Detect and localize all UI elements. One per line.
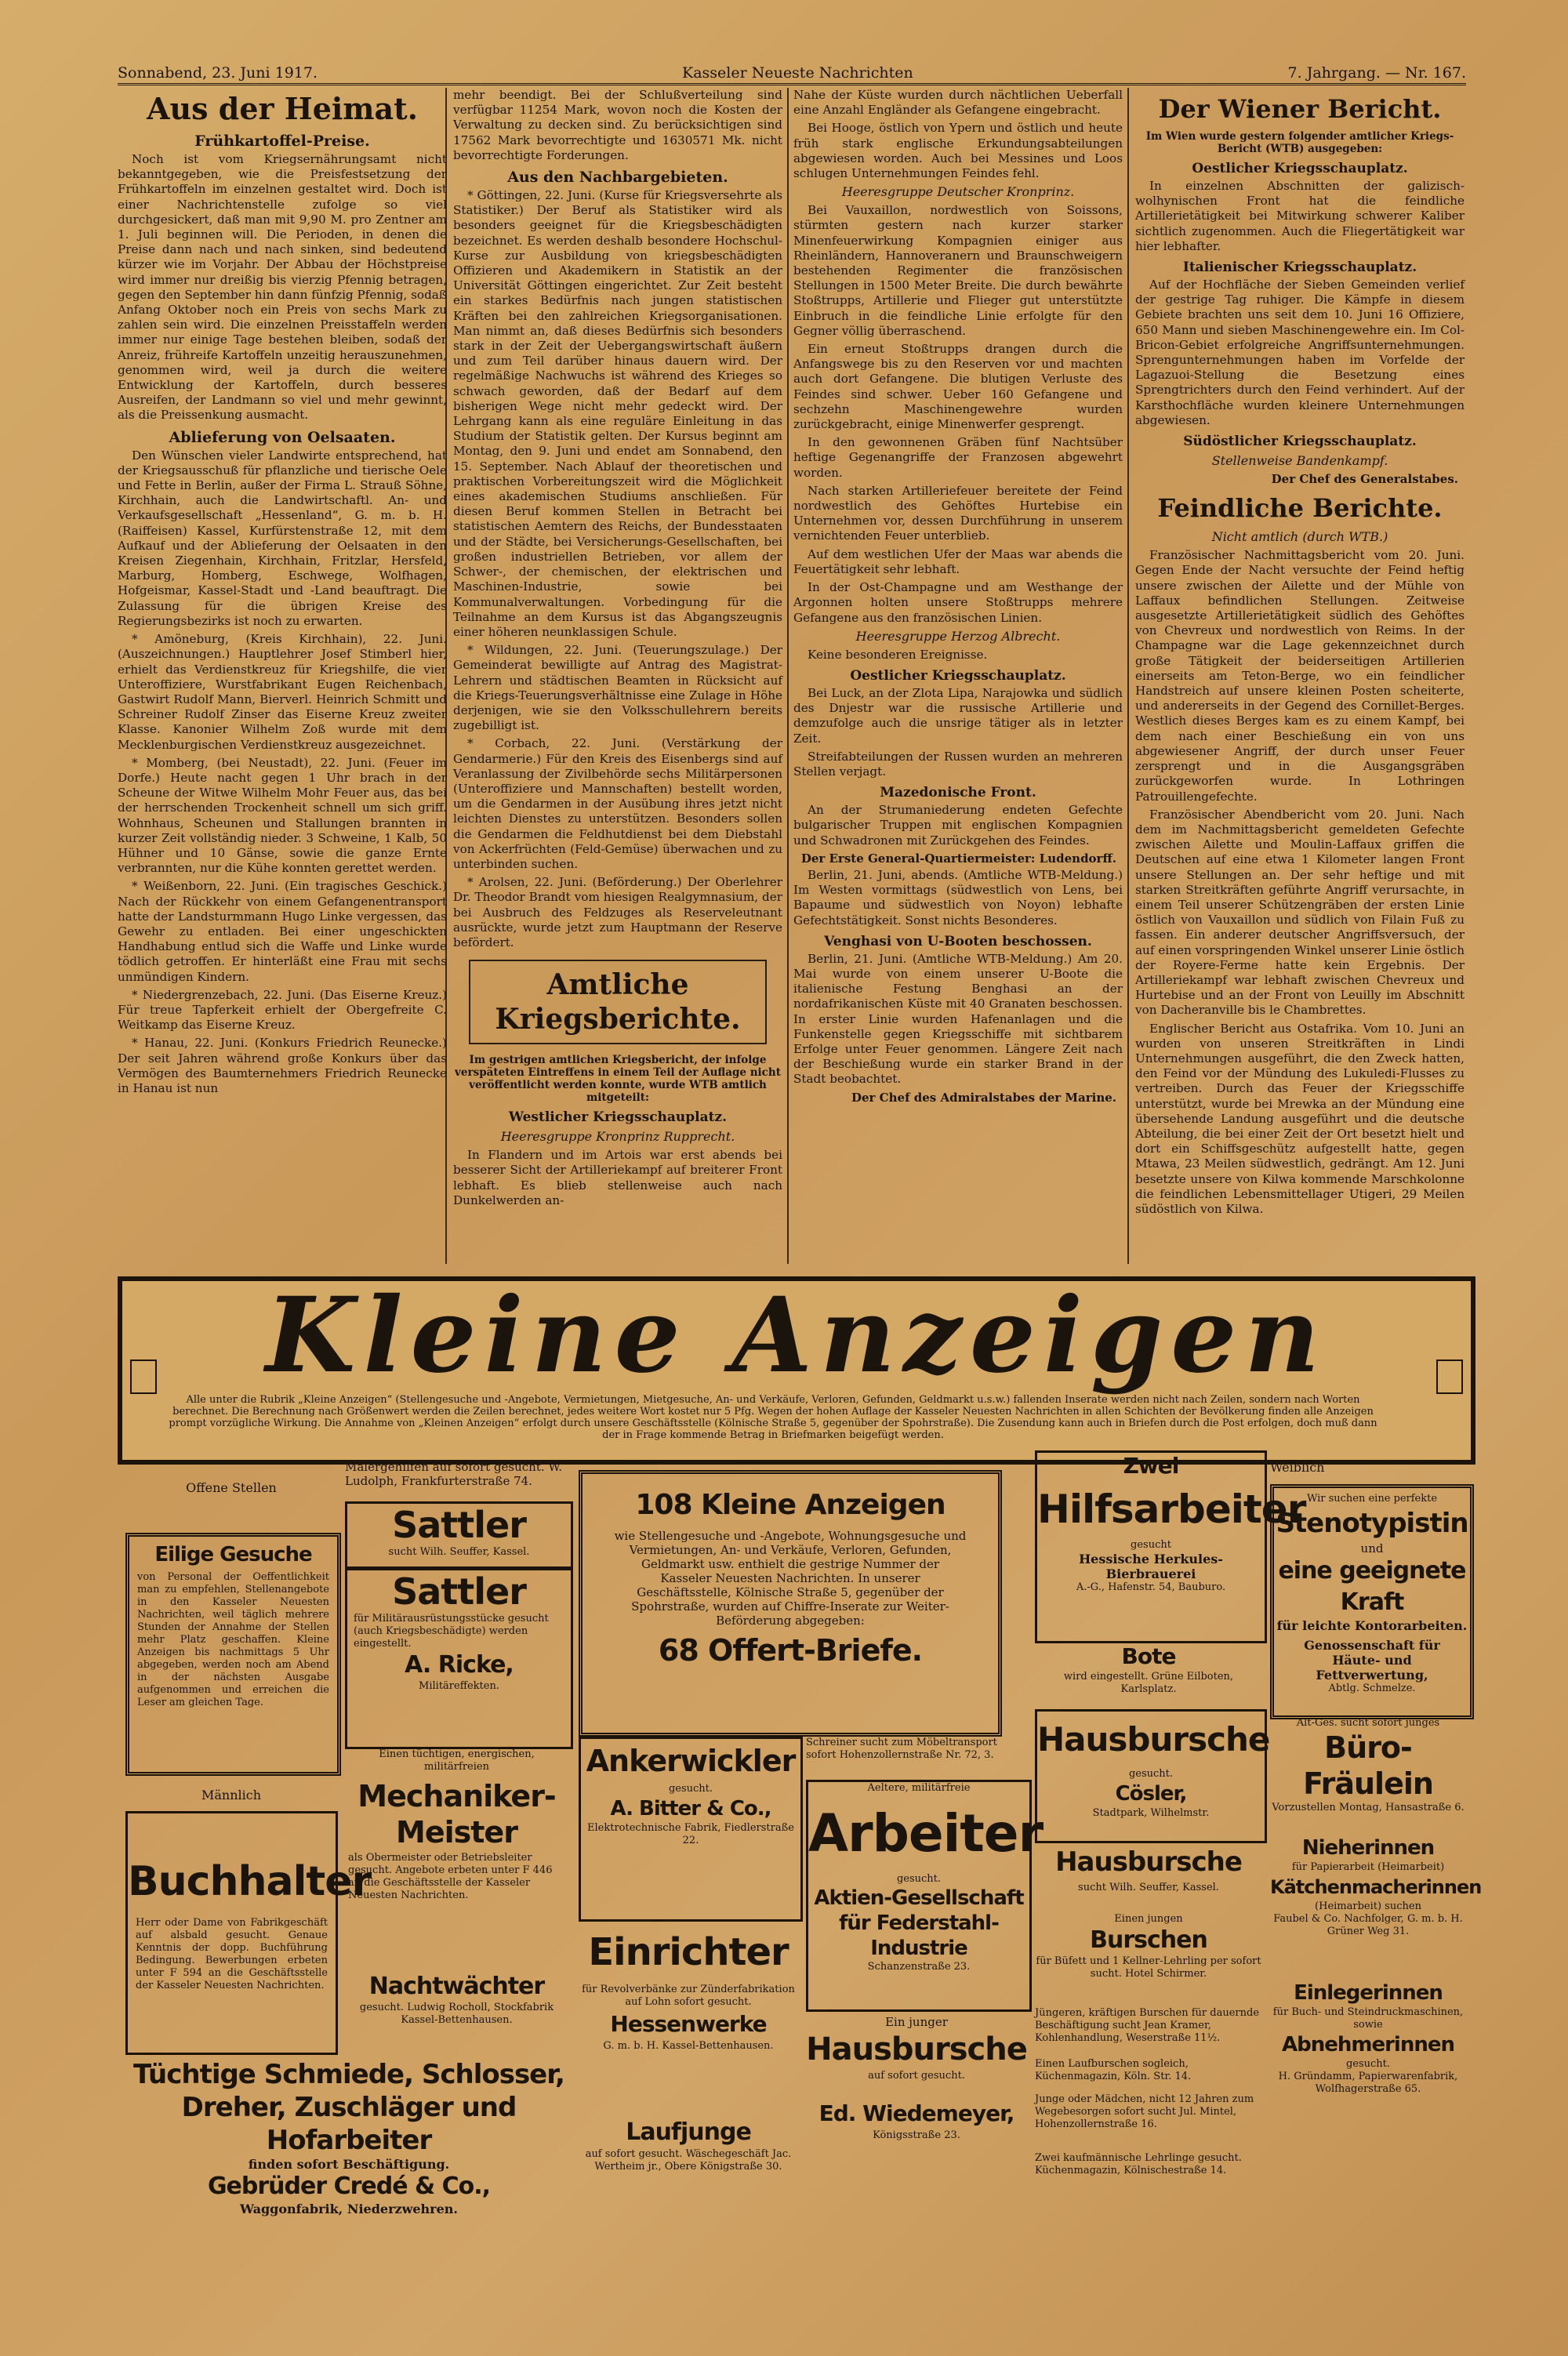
ad-hausbursche [806,2015,1027,2211]
ad-mechaniker [345,1778,568,1904]
section-kicker: Im Wien wurde gestern folgender amtlicher Kriegs-Bericht (WTB) ausgegeben: [1145,130,1454,155]
banner-text: Alle unter die Rubrik „Kleine Anzeigen“ (Stellengesuche und -Angebote, Vermietungen, Mietgesuche, An- und Verkäufe, Verloren, Gefunden, Geldmarkt u.s.w.) fallenden Inserate werden nicht nach Zeilen, sondern nach Worten berechnet. Die Berechnung nach Größenwert werden die Zeilen berechnet, jedes weitere Wort kostet nur 5 Pfg. Wegen der hohen Auflage der Kasseler Neuesten Nachrichten in allen Schichten der Bevölkerung finden alle Anzeigen prompt vorzügliche Wirkung. Die Annahme von „Kleinen Anzeigen“ erfolgt durch unsere Geschäftsstelle (Kölnische Straße 5, gegenüber der Spohrstraße). Die Zusendung kann auch in Briefen durch die Post erfolgen, doch muß dann der in Frage kommende Betrag in Briefmarken beigefügt werden. [169,1394,1377,1441]
ad-headline: Kätchenmacherinnen [1270,1876,1482,1898]
article-body: In der Ost-Champagne und am Westhange der Argonnen holten unsere Stoßtrupps mehrere Gefangene aus den französischen Linien. [793,580,1123,625]
article-body: Englischer Bericht aus Ostafrika. Vom 10. Juni an wurden von unseren Streitkräften in Lindi Unternehmungen ausgeführt, die den Zweck hatten, den Feind vor der Mündung des Lukuledi-Flusses zu vertreiben. Durch das Feuer der Kriegsschiffe unterstützt, wurde bei Mrewka an der Mündung eine übersehende Landung ausgeführt und die deutsche Abteilung, die bei einer Zeit der Ort besetzt hielt und dort ein Schiffsgeschütz aufgestellt hatte, gegen Mtawa, 23 Meilen südwestlich, gedrängt. Am 12. Juni besetzte unsere von Kilwa kommende Marschkolonne die feindlichen Lebensmittellager Utigeri, 29 Meilen südöstlich von Kilwa. [1135,1021,1465,1216]
ad-headline: Hausbursche [1037,1720,1270,1759]
ad-text: auf sofort gesucht. Wäschegeschäft Jac. Wertheim jr., Obere Königstraße 30. [585,2148,792,2173]
ad-nieherinnen [1270,1835,1482,1976]
ad-nachtwaechter [345,1972,568,2058]
signature: Der Chef des Generalstabes. [1271,472,1458,487]
ad-text: (Heimarbeit) suchen [1315,1900,1421,1912]
ad-headline: Nachtwächter [368,1973,545,2000]
ad-text: wie Stellengesuche und -Angebote, Wohnungsgesuche und Vermietungen, An- und Verkäufe, Verloren, Gefunden, Geldmarkt usw. enthielt die gestrige Nummer der Kasseler Neuesten Nachrichten. In unserer Geschäftsstelle, Kölnische Straße 5, gegenüber der Spohrstraße, wurden auf Chiffre-Inserate zur Weiter-Beförderung abgegeben: [614,1529,967,1628]
article-body: Berlin, 21. Juni, abends. (Amtliche WTB-Meldung.) Im Westen vormittags (südwestlich von Lens, bei Bapaume und südwestlich von Noyon) lebhafte Gefechtstätigkeit. Sonst nichts Besonderes. [793,867,1123,928]
ad-text: für Büfett und 1 Kellner-Lehrling per sofort sucht. Hotel Schirmer. [1036,1955,1261,1980]
ad-credé [125,2058,572,2215]
ad-company-sub: Waggonfabrik, Niederzwehren. [240,2202,458,2216]
article-body: * Göttingen, 22. Juni. (Kurse für Kriegsversehrte als Statistiker.) Der Beruf als Statistiker wird als besonders geeignet für die Kriegsbeschädigten bezeichnet. Es werden deshalb besondere Hochschul-Kurse zur Ausbildung von kriegsbeschädigten Offizieren und Akademikern in Statistik an der Universität Göttingen eingerichtet. Zur Zeit besteht ein starkes Bedürfnis nach jungen statistischen Kräften bei den zahlreichen Kriegsorganisationen. Man nimmt an, daß dieses Bedürfnis sich besonders stark in der Zeit der Uebergangswirtschaft äußern und zum Teil darüber hinaus dauern wird. Der regelmäßige Nachwuchs ist während des Krieges so schwach geworden, daß der Bedarf auf dem bisherigen Wege nicht mehr gedeckt wird. Der Lehrgang kann als eine reguläre Einleitung in das Studium der Statistik gelten. Der Kursus beginnt am Montag, den 9. Juni und endet am Sonnabend, den 15. September. Nach Ablauf der theoretischen und praktischen Vorbereitungszeit wird die Möglichkeit eines akademischen Studiums anschließen. Für diesen Beruf kommen Stellen in Betracht bei statistischen Aemtern des Reichs, der Bundesstaaten und der Städte, bei Versicherungs-Gesellschaften, bei großen industriellen Betrieben, vor allem der Schwer-, der chemischen, der elektrischen und Maschinen-Industrie, sowie bei Kommunalverwaltungen. Vorbedingung für die Teilnahme an dem Kursus ist das Abgangszeugnis einer höheren neunklassigen Schule. [453,188,782,639]
article-body: Keine besonderen Ereignisse. [808,647,988,662]
subsection-subtitle: Heeresgruppe Kronprinz Rupprecht. [500,1129,735,1145]
subsection-title: Italienischer Kriegsschauplatz. [1182,260,1417,276]
ad-company: Aktien-Gesellschaft für Federstahl-Industrie [814,1886,1024,1960]
ad-hausbursche-coesler [1035,1709,1270,1843]
subsection-title: Oestlicher Kriegsschauplatz. [1192,161,1408,176]
ad-text: für Buch- und Steindruckmaschinen, sowie [1272,2006,1464,2031]
ad-headline: Abnehmerinnen [1281,2033,1454,2057]
ad-headline: Hilfsarbeiter [1037,1487,1306,1532]
page-header [118,64,1466,85]
signature: Der Erste General-Quartiermeister: Ludendorff. [800,851,1116,866]
ad-text: Herr oder Dame von Fabrikgeschäft auf alsbald gesucht. Genaue Kenntnis der dopp. Buchführung Bedingung. Bewerbungen erbeten unter F 594 an die Geschäftsstelle der Kasseler Neuesten Nachrichten. [136,1917,328,1991]
header-paper-name: Kasseler Neueste Nachrichten [682,64,913,82]
ad-company-sub: A.-G., Hafenstr. 54, Bauburo. [1076,1581,1226,1593]
ad-highlight: 68 Offert-Briefe. [658,1633,923,1668]
article-body: Nach starken Artilleriefeuer bereitete der Feind nordwestlich des Gehöftes Hurtebise ein Unternehmen vor, dessen Durchführung in unserem vernichtenden Feuer unterblieb. [793,483,1123,543]
ad-eilige-gesuche [125,1533,341,1776]
banner-title: Kleine Anzeigen [265,1275,1328,1396]
ad-laufjunge [579,2117,798,2211]
ad-company: Hessenwerke [610,2011,767,2037]
ad-buero-fraeulein [1270,1717,1466,1827]
news-item: * Momberg, (bei Neustadt), 22. Juni. (Feuer im Dorfe.) Heute nacht gegen 1 Uhr brach in der Scheune der Witwe Wilhelm Mohr Feuer aus, das bei der herrschenden Trockenheit schnell um sich griff. Wohnhaus, Scheunen und Stallungen brannten in kurzer Zeit vollständig nieder. 3 Schweine, 1 Kalb, 50 Hühner und 10 Gänse, sowie die ganze Ernte verbrannten, nur die Kühe konnten gerettet werden. [118,755,447,876]
ad-company: Faubel & Co. Nachfolger, G. m. b. H. Grüner Weg 31. [1273,1913,1463,1937]
ad-company-sub: Militäreffekten. [419,1680,499,1692]
ad-company: Cösler, [1115,1782,1187,1806]
ad-text: sucht Wilh. Seuffer, Kassel. [388,1546,530,1558]
ad-text: gesucht [1131,1539,1171,1551]
ad-text: Zwei [1123,1453,1179,1479]
ad-headline: Burschen [1090,1926,1207,1954]
article-body: Bei Luck, an der Zlota Lipa, Narajowka und südlich des Dnjestr war die russische Artillerie und demzufolge auch die unsrige tätiger als in letzter Zeit. [793,685,1123,746]
ad-headline: Stenotypistin [1276,1508,1468,1539]
ad-ankerwickler [579,1737,803,1922]
article-body: In einzelnen Abschnitten der galizisch-wolhynischen Front hat die feindliche Artillerietätigkeit bei Mitwirkung schwerer Kaliber sichtlich zugenommen. Auch die Fliegertätigkeit war hier lebhafter. [1135,179,1465,253]
ad-company: Ed. Wiedemeyer, [818,2100,1014,2126]
article-body: Französischer Abendbericht vom 20. Juni. Nach dem im Nachmittagsbericht gemeldeten Gefechte zwischen Ailette und Moulin-Laffaux griffen die Deutschen auf eine etwa 1 Kilometer langen Front unsere Stellungen an. Der sehr heftige und mit starken Streitkräften geführte Angriff verursachte, in einem Teil unserer Schützengräben der ersten Linie östlich von Vauxaillon und südlich von Filain Fuß zu fassen. Ein anderer deutscher Angriffsversuch, der auf einen vorspringenden Winkel unserer Linie östlich der Royere-Ferme hatte kein Ergebnis. Der Artilleriekampf war lebhaft zwischen Chevreux und Hurtebise und an der Front von Leuilly im Abschnitt von Dacheranville bis le Chambrettes. [1135,807,1465,1018]
article-continuation: mehr beendigt. Bei der Schlußverteilung sind verfügbar 11254 Mark, wovon noch die Kosten der Verwaltung zu decken sind. Zu berücksichtigen sind 17562 Mark bevorrechtigte und 1630571 Mk. nicht bevorrechtigte Forderungen. [453,88,782,162]
news-item: * Niedergrenzebach, 22. Juni. (Das Eiserne Kreuz.) Für treue Tapferkeit erhielt der Obergefreite C. Weitkamp das Eiserne Kreuz. [118,987,447,1033]
ad-text: Alt-Ges. sucht sofort junges [1296,1717,1440,1729]
classifieds-banner [118,1276,1475,1465]
subsection-title: Mazedonische Front. [880,785,1036,801]
article-body: Ein erneut Stoßtrupps drangen durch die Anfangswege bis zu den Reserven vor und machten auch dort Gefangene. Die blutigen Verluste des Feindes sind schwer. Ueber 160 Gefangene und sechzehn Maschinengewehre wurden zurückgebracht, einige Minenwerfer gesprengt. [793,342,1123,432]
subsection-title: Heeresgruppe Deutscher Kronprinz. [841,184,1075,200]
column-nachbargebiete [453,88,782,1264]
ad-sattler-2 [345,1568,573,1749]
ad-text: für Papierarbeit (Heimarbeit) [1291,1861,1445,1873]
ad-headline: Eilige Gesuche [154,1543,312,1566]
ad-text: gesucht. [1345,2058,1391,2070]
ad-text: finden sofort Beschäftigung. [248,2157,450,2172]
ad-text: gesucht. [896,1873,942,1885]
column-rule [1127,88,1129,1264]
ad-company: Genossenschaft für Häute- und Fettverwertung, [1304,1638,1440,1683]
ad-headline: Nieherinnen [1301,1836,1435,1860]
article-body: Auf der Hochfläche der Sieben Gemeinden verlief der gestrige Tag ruhiger. Die Kämpfe in diesem Gebiete brachten uns seit dem 10. Juni 16 Offiziere, 650 Mann und sieben Maschinengewehre ein. Im Col-Bricon-Gebiet erfolgreiche Angriffsunternehmungen. Sprengunternehmungen haben im Vorfelde der Lagazuoi-Stellung die Besetzung eines Sprengtrichters durch den Feind verhindert. Auf der Karsthochfläche wurden kleinere Unternehmungen abgewiesen. [1135,278,1465,427]
signature: Der Chef des Admiralstabes der Marine. [851,1090,1116,1105]
ad-text: auf sofort gesucht. [868,2070,965,2082]
ad-arbeiter [806,1780,1044,2012]
ad-lehrlinge: Zwei kaufmännische Lehrlinge gesucht. Küchenmagazin, Kölnischestraße 14. [1035,2152,1242,2176]
ad-maler: Malergehilfen auf sofort gesucht. W. Ludolph, Frankfurterstraße 74. [345,1460,562,1488]
news-item: * Weißenborn, 22. Juni. (Ein tragisches Geschick.) Nach der Rückkehr von einem Gefangenentransport hatte der Landsturmmann Hugo Linke vergessen, das Gewehr zu entladen. Bei einer ungeschickten Handhabung entlud sich die Waffe und Linke wurde tödlich getroffen. Er hinterläßt eine Frau mit sechs unmündigen Kindern. [118,879,447,984]
ad-headline: Einlegerinnen [1294,1981,1443,2005]
ad-text: und [1360,1541,1384,1556]
ad-text: Einen jungen [1114,1913,1183,1925]
ad-headline: Hausbursche [1055,1846,1242,1878]
article-body: Stellenweise Bandenkampf. [1211,453,1388,469]
ad-company-sub: G. m. b. H. Kassel-Bettenhausen. [603,2040,774,2052]
ad-text: sucht Wilh. Seuffer, Kassel. [1078,1882,1219,1893]
article-body: Noch ist vom Kriegsernährungsamt nicht bekanntgegeben, wie die Preisfestsetzung der Frühkartoffeln im einzelnen gestaltet wird. Doch ist einer Nachrichtenstelle zufolge so viel durchgesickert, daß man mit 9,90 M. pro Zentner am 1. Juli beginnen will. Die Perioden, in denen die Preise dann nach und nach sinken, sind bedeutend kürzer wie im Vorjahr. Der Abbau der Höchstpreise wird immer nur dreißig bis vierzig Pfennig betragen, gegen den September hin dann fünfzig Pfennig, sodaß Anfang Oktober noch ein Preis von sechs Mark zu zahlen sein wird. Die einzelnen Preisstaffeln werden immer nur einige Tage bestehen bleiben, sodaß der Anreiz, frühreife Kartoffeln unzeitig herauszunehmen, genommen wird, weil ja durch die weitere Entwicklung der Kartoffeln, durch besseres Ausreifen, der Landmann so viel und mehr gewinnt, als die Preissenkung ausmacht. [118,152,447,423]
ad-text: von Personal der Oeffentlichkeit man zu empfehlen, Stellenangebote in den Kasseler Neuesten Nachrichten, weil täglich mehrere Stunden der Annahme der Stellen mehr Platz geschaffen. Kleine Anzeigen bis nachmittags 5 Uhr abgegeben, werden noch am Abend in der nächsten Ausgabe aufgenommen und erreichen die Leser am gleichen Tage. [137,1571,329,1708]
article-body: In Flandern und im Artois war erst abends bei besserer Sicht der Artilleriekampf auf breiterer Front lebhaft. Es blieb stellenweise auch nach Dunkelwerden an- [453,1148,782,1207]
ad-headline: 108 Kleine Anzeigen [635,1489,946,1521]
news-item: * Corbach, 22. Juni. (Verstärkung der Gendarmerie.) Für den Kreis des Eisenbergs sind auf Veranlassung der Zivilbehörde sechs Militärpersonen (Unteroffiziere und Mannschaften) bestellt worden, um die Gendarmen in der Ausübung ihres jetzt nicht leichten Dienstes zu unterstützen. Besonders sollen die Gendarmen die Feldhutdienst bei dem Diebstahl von Ackerfrüchten (Feld-Gemüse) überwachen und zu unterbinden suchen. [453,736,782,871]
ad-headline: Laufjunge [626,2118,751,2146]
ad-company-sub: Abtlg. Schmelze. [1328,1683,1416,1694]
ad-company-sub: Elektrotechnische Fabrik, Fiedlerstraße 22. [587,1822,794,1846]
ad-laufbursche: Einen Laufburschen sogleich, Küchenmagazin, Köln. Str. 14. [1035,2058,1192,2082]
article-body: Bei Hooge, östlich von Ypern und östlich und heute früh stark englische Erkundungsabteilungen abgewiesen worden. Auch bei Messines und Loos schlugen Unternehmungen Feindes fehl. [793,121,1123,181]
ad-company: A. Ricke, [405,1651,514,1679]
ad-text: wird eingestellt. Grüne Eilboten, Karlsplatz. [1063,1671,1234,1695]
ad-headline: Einrichter [588,1930,789,1974]
ad-stenotypistin [1270,1484,1474,1719]
ad-company-sub: Königsstraße 23. [873,2129,960,2141]
ad-headline: Ankerwickler [586,1744,796,1778]
section-kicker: Im gestrigen amtlichen Kriegsbericht, der infolge verspäteten Eintreffens in einem Teil der Auflage nicht veröffentlicht werden konnte, wurde WTB amtlich mitgeteilt: [455,1054,781,1105]
ad-company: Hessische Herkules-Bierbrauerei [1079,1552,1223,1581]
article-body: Den Wünschen vieler Landwirte entsprechend, hat der Kriegsausschuß für pflanzliche und tierische Oele und Fette in Berlin, außer der Firma L. Strauß Söhne, Kirchhain, auch die Landwirtschaftl. An- und Verkaufsgesellschaft „Hessenland“, G. m. b. H. (Raiffeisen) Kassel, Kurfürstenstraße 12, mit dem Aufkauf und der Ablieferung der Oelsaaten in den Kreisen Ziegenhain, Kirchhain, Fritzlar, Hersfeld, Marburg, Homberg, Eschwege, Wolfhagen, Hofgeismar, Kassel-Stadt und -Land beauftragt. Die Zulassung für die übrigen Kreise des Regierungsbezirks ist noch zu erwarten. [118,448,447,628]
ad-text: für Militärausrüstungsstücke gesucht (auch Kriegsbeschädigte) werden eingestellt. [354,1613,549,1650]
article-body: Berlin, 21. Juni. (Amtliche WTB-Meldung.) Am 20. Mai wurde von einem unserer U-Boote die italienische Festung Benghasi an der nordafrikanischen Küste mit 40 Granaten beschossen. In erster Linie wurden Hafenanlagen und die Funkenstelle gegen Kriegsschiffe mit sichtbarem Erfolge unter Feuer genommen. Längere Zeit nach der Beschießung wurde ein starker Brand in der Stadt beobachtet. [793,951,1123,1087]
column-kriegsberichte [793,88,1123,1264]
ad-text: für leichte Kontorarbeiten. [1276,1618,1468,1633]
subsection-title: Oestlicher Kriegsschauplatz. [850,667,1066,684]
ad-burschen [1035,1913,1262,2003]
ad-headline: eine geeignete Kraft [1278,1557,1466,1616]
ad-text: Einen tüchtigen, energischen, militärfreien [379,1748,535,1773]
column-rule [787,88,789,1264]
ad-text: Vorzustellen Montag, Hansastraße 6. [1272,1802,1465,1813]
ad-headline: Buchhalter [128,1858,372,1905]
ad-buchhalter [125,1811,372,2055]
header-issue: 7. Jahrgang. — Nr. 167. [1287,64,1466,82]
ad-junge: Junge oder Mädchen, nicht 12 Jahren zum Wegebesorgen sofort sucht Jul. Mintel, Hohenzollernstraße 16. [1035,2093,1254,2130]
ad-headline: Sattler [392,1570,526,1613]
column-wiener-bericht [1135,88,1465,1264]
news-item: * Wildungen, 22. Juni. (Teuerungszulage.) Der Gemeinderat bewilligte auf Antrag des Magistrat-Lehrern und städtischen Beamten in Rücksicht auf die Kriegs-Teuerungsverhältnisse eine Zulage in Höhe derjenigen, wie sie den Volksschullehrern bereits zugebilligt ist. [453,643,782,733]
ad-headline: Tüchtige Schmiede, Schlosser, Dreher, Zuschläger und Hofarbeiter [133,2059,564,2156]
article-body: Bei Vauxaillon, nordwestlich von Soissons, stürmten gestern nach kurzer starker Minenfeuerwirkung Kompagnien einiger aus Rheinländern, Hannoveranern und Braunschweigern bestehenden Regimenter die französischen Stellungen in 1500 Meter Breite. Die durch bewährte Stoßtrupps, Artillerie und Flieger gut unterstützte Einbruch in die feindliche Linie erfolgte für den Gegner völlig überraschend. [793,203,1123,338]
ad-company: Gebrüder Credé & Co., [207,2173,491,2200]
ad-text: Ein junger [885,2015,948,2029]
article-body: Auf dem westlichen Ufer der Maas war abends die Feuertätigkeit sehr lebhaft. [793,546,1123,576]
ad-sattler-1 [345,1501,573,1569]
ad-text: gesucht. Ludwig Rocholl, Stockfabrik Kassel-Bettenhausen. [359,2002,554,2026]
section-title: Aus der Heimat. [147,91,418,126]
ad-headline: Hausbursche [806,2031,1027,2067]
section-title: Der Wiener Bericht. [1158,94,1442,124]
header-date: Sonnabend, 23. Juni 1917. [118,64,318,82]
ad-headline: Bote [1121,1643,1176,1669]
section-title: Feindliche Berichte. [1157,493,1443,524]
ad-bote [1035,1643,1262,1705]
ad-einrichter [579,1921,798,2109]
news-item: * Arolsen, 22. Juni. (Beförderung.) Der Oberlehrer Dr. Theodor Brandt vom hiesigen Realgymnasium, der bei Ausbruch des Feldzuges als Reserveleutnant ausrückte, wurde jetzt zum Hauptmann der Reserve befördert. [453,875,782,949]
ad-company: A. Bitter & Co., [610,1797,771,1821]
article-body: An der Strumaniederung endeten Gefechte bulgarischer Truppen mit englischen Kompagnien und Schwadronen mit Zurückgehen des Feindes. [793,803,1123,848]
section-title-box: Amtliche Kriegsberichte. [469,960,767,1044]
section-subtitle: Nicht amtlich (durch WTB.) [1211,529,1388,545]
article-body: Französischer Nachmittagsbericht vom 20. Juni. Gegen Ende der Nacht versuchte der Feind heftig unsere zwischen der Ailette und der Mühle von Laffaux befindlichen Stellungen. Zeitweise ausgesetzte Artillerietätigkeit südlich des Gehöftes von Chevreux und nordwestlich von Reims. In der Champagne war die Lage gekennzeichnet durch große Tätigkeit der beiderseitigen Artillerien einerseits am Teton-Berge, wo ein feindlicher Handstreich auf unsere kleinen Posten scheiterte, und andererseits in der Gegend des Cornillet-Berges. Westlich dieses Berges kam es zu einem Kampf, bei dem nach einer Beschießung ein von uns abgewiesener Angriff, der durch unser Feuer zersprengt und in die Ausgangsgräben zurückgeworfen wurde. In Lothringen Patrouillengefechte. [1135,548,1465,804]
article-body: Streifabteilungen der Russen wurden an mehreren Stellen verjagt. [793,749,1123,779]
category-label: Offene Stellen [186,1480,277,1495]
ad-headline: Mechaniker-Meister [358,1779,556,1850]
category-label: Männlich [201,1788,262,1802]
ad-text: gesucht. [668,1783,713,1795]
article-title: Ablieferung von Oelsaaten. [169,428,396,446]
article-body: Nahe der Küste wurden durch nächtlichen Ueberfall eine Anzahl Engländer als Gefangene eingebracht. [793,88,1123,118]
ad-schreiner: Schreiner sucht zum Möbeltransport sofort Hohenzollernstraße Nr. 72, 3. [806,1737,997,1761]
ad-text: Aeltere, militärfreie [867,1782,971,1794]
article-title: Frühkartoffel-Preise. [194,133,370,150]
subsection-title: Westlicher Kriegsschauplatz. [508,1109,728,1126]
ad-text: als Obermeister oder Betriebsleiter gesucht. Angebote erbeten unter F 446 an die Geschäftsstelle der Kasseler Neuesten Nachrichten. [348,1852,553,1901]
subsection-title: Heeresgruppe Herzog Albrecht. [855,628,1061,644]
ad-juengeren: Jüngeren, kräftigen Burschen für dauernde Beschäftigung sucht Jean Kramer, Kohlenhandlung, Weserstraße 11½. [1035,2007,1260,2044]
ad-company-sub: Stadtpark, Wilhelmstr. [1092,1807,1210,1819]
subsection-title: Südöstlicher Kriegsschauplatz. [1183,434,1417,450]
ad-company-sub: Schanzenstraße 23. [867,1961,971,1973]
ad-headline: Arbeiter [808,1803,1044,1864]
ad-company: H. Gründamm, Papierwarenfabrik, Wolfhagerstraße 65. [1278,2071,1458,2095]
ad-text: gesucht. [1128,1768,1174,1780]
news-item: * Amöneburg, (Kreis Kirchhain), 22. Juni. (Auszeichnungen.) Hauptlehrer Josef Stimberl hier, erhielt das Verdienstkreuz für Kriegshilfe, die vier Unteroffiziere, Wurstfabrikant Eugen Reichenbach, Gastwirt Rudolf Mann, Bierverl. Heinrich Schmitt und Schreiner Rudolf Zinser das Eiserne Kreuz zweiter Klasse. Kanonier Wilhelm Zoß wurde mit dem Mecklenburgischen Verdienstkreuz ausgezeichnet. [118,632,447,752]
ad-headline: Büro-Fräulein [1303,1730,1433,1801]
ad-headline: Sattler [392,1504,526,1546]
ad-108-kleine-anzeigen [579,1470,1002,1737]
column-heimat [118,88,447,1264]
ad-einlegerinnen [1270,1980,1466,2136]
ad-text: für Revolverbänke zur Zünderfabrikation auf Lohn sofort gesucht. [582,1984,795,2008]
article-title: Aus den Nachbargebieten. [507,169,728,187]
ad-hausbursche-seuffer [1035,1842,1262,1913]
ad-text: Wir suchen eine perfekte [1306,1493,1438,1505]
article-body: In den gewonnenen Gräben fünf Nachtsüber heftige Gegenangriffe der Franzosen abgewehrt worden. [793,435,1123,480]
article-title: Venghasi von U-Booten beschossen. [824,933,1092,949]
category-label: Weiblich [1270,1460,1325,1475]
news-item: * Hanau, 22. Juni. (Konkurs Friedrich Reunecke.) Der seit Jahren während große Konkurs über das Vermögen des Baumternehmers Friedrich Reunecke in Hanau ist nun [118,1036,447,1095]
